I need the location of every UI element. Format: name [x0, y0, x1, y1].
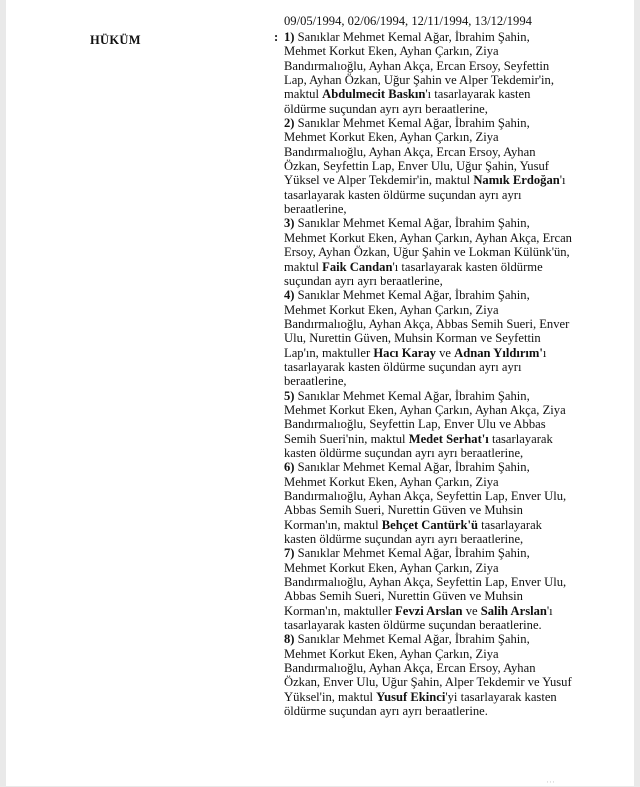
- victim-name: Fevzi Arslan: [395, 603, 463, 618]
- item-number: 5): [284, 388, 295, 403]
- item-text: Sanıklar Mehmet Kemal Ağar, İbrahim Şahin, Mehmet Korkut Eken, Ayhan Çarkın, Ziya Bandırmalıoğlu, Ayhan Akça, Ercan Ersoy, Ayhan Özkan, Enver Ulu, Uğur Şahin, Alper Tekdemir ve Yusuf Yüksel'in, maktul: [284, 632, 572, 704]
- verdict-item: [274, 460, 574, 546]
- hearing-dates: 09/05/1994, 02/06/1994, 12/11/1994, 13/12/1994: [284, 14, 532, 28]
- item-text: Sanıklar Mehmet Kemal Ağar, İbrahim Şahin, Mehmet Korkut Eken, Ayhan Çarkın, Ziya Bandırmalıoğlu, Ayhan Akça, Ercan Ersoy, Ayhan Özkan, Seyfettin Lap, Enver Ulu, Uğur Şahin, Yusuf Yüksel ve Alper Tekdemir'in, maktul: [284, 116, 549, 188]
- heading-colon: :: [274, 30, 279, 44]
- victim-name: Behçet Cantürk'ü: [381, 517, 478, 532]
- victim-name: Namık Erdoğan: [473, 173, 560, 188]
- victim-name: Yusuf Ekinci: [376, 689, 446, 704]
- item-text: 'ı tasarlayarak kasten öldürme suçundan beraatlerine.: [284, 603, 553, 633]
- item-number: 1): [284, 30, 295, 44]
- item-text: Sanıklar Mehmet Kemal Ağar, İbrahim Şahin, Mehmet Korkut Eken, Ayhan Çarkın, Ziya Bandırmalıoğlu, Ayhan Akça, Abbas Semih Sueri, Enver Ulu, Nurettin Güven, Muhsin Korman ve Seyfettin Lap'ın, maktuller: [284, 288, 570, 360]
- item-text: Sanıklar Mehmet Kemal Ağar, İbrahim Şahin, Mehmet Korkut Eken, Ayhan Çarkın, Ziya Bandırmalıoğlu, Ayhan Akça, Ercan Ersoy, Seyfettin Lap, Ayhan Özkan, Uğur Şahin ve Alper Tekdemir'in, maktul: [284, 30, 555, 102]
- section-heading: HÜKÜM: [90, 33, 141, 47]
- item-text: ı tasarlayarak kasten öldürme suçundan ayrı ayrı beraatlerine,: [284, 345, 547, 389]
- item-number: 8): [284, 632, 295, 647]
- item-text: Sanıklar Mehmet Kemal Ağar, İbrahim Şahin, Mehmet Korkut Eken, Ayhan Çarkın, Ziya Bandırmalıoğlu, Ayhan Akça, Seyfettin Lap, Enver Ulu, Abbas Semih Sueri, Nurettin Güven ve Muhsin Korman'ın, maktuller: [284, 546, 567, 618]
- item-text: Sanıklar Mehmet Kemal Ağar, İbrahim Şahin, Mehmet Korkut Eken, Ayhan Çarkın, Ayhan Akça, Ercan Ersoy, Ayhan Özkan, Uğur Şahin ve Lokman Külünk'ün, maktul: [284, 216, 572, 274]
- item-number: 6): [284, 460, 295, 475]
- verdict-item: [274, 389, 574, 461]
- item-text: tasarlayarak kasten öldürme suçundan ayrı ayrı beraatlerine,: [284, 431, 553, 460]
- verdict-item: [274, 546, 574, 632]
- victim-name: Hacı Karay: [373, 345, 436, 360]
- victim-name: Medet Serhat'ı: [408, 431, 489, 446]
- item-text: ve: [462, 603, 481, 618]
- item-text: 'ı tasarlayarak kasten öldürme suçundan ayrı ayrı beraatlerine,: [284, 173, 566, 217]
- item-text: ve: [435, 345, 455, 360]
- verdict-item: [274, 116, 574, 216]
- item-text: 'ı tasarlayarak kasten öldürme suçundan ayrı ayrı beraatlerine,: [284, 259, 543, 288]
- document-page: [6, 0, 634, 786]
- verdict-item: [274, 632, 574, 718]
- victim-name: Salih Arslan: [480, 603, 547, 618]
- victim-name: Adnan Yıldırım': [454, 345, 543, 360]
- item-text: 'ı tasarlayarak kasten öldürme suçundan ayrı ayrı beraatlerine,: [284, 87, 531, 116]
- verdict-list: [274, 30, 574, 719]
- item-number: 4): [284, 288, 295, 303]
- victim-name: Faik Candan: [322, 259, 393, 274]
- verdict-item: [274, 30, 574, 116]
- item-number: 2): [284, 116, 295, 131]
- verdict-item: [274, 288, 574, 388]
- item-text: Sanıklar Mehmet Kemal Ağar, İbrahim Şahin, Mehmet Korkut Eken, Ayhan Çarkın, Ziya Bandırmalıoğlu, Ayhan Akça, Seyfettin Lap, Enver Ulu, Abbas Semih Sueri, Nurettin Güven ve Muhsin Korman'ın, maktul: [284, 460, 567, 532]
- page-footer-mark: ···: [546, 777, 555, 787]
- item-text: 'yi tasarlayarak kasten öldürme suçundan ayrı ayrı beraatlerine.: [284, 689, 557, 719]
- item-number: 7): [284, 546, 295, 561]
- item-text: Sanıklar Mehmet Kemal Ağar, İbrahim Şahin, Mehmet Korkut Eken, Ayhan Çarkın, Ayhan Akça, Ziya Bandırmalıoğlu, Seyfettin Lap, Enver Ulu ve Abbas Semih Sueri'nin, maktul: [284, 388, 566, 446]
- item-text: tasarlayarak kasten öldürme suçundan ayrı ayrı beraatlerine,: [284, 517, 542, 547]
- victim-name: Abdulmecit Baskın: [322, 87, 426, 102]
- item-number: 3): [284, 216, 295, 231]
- verdict-item: [274, 216, 574, 288]
